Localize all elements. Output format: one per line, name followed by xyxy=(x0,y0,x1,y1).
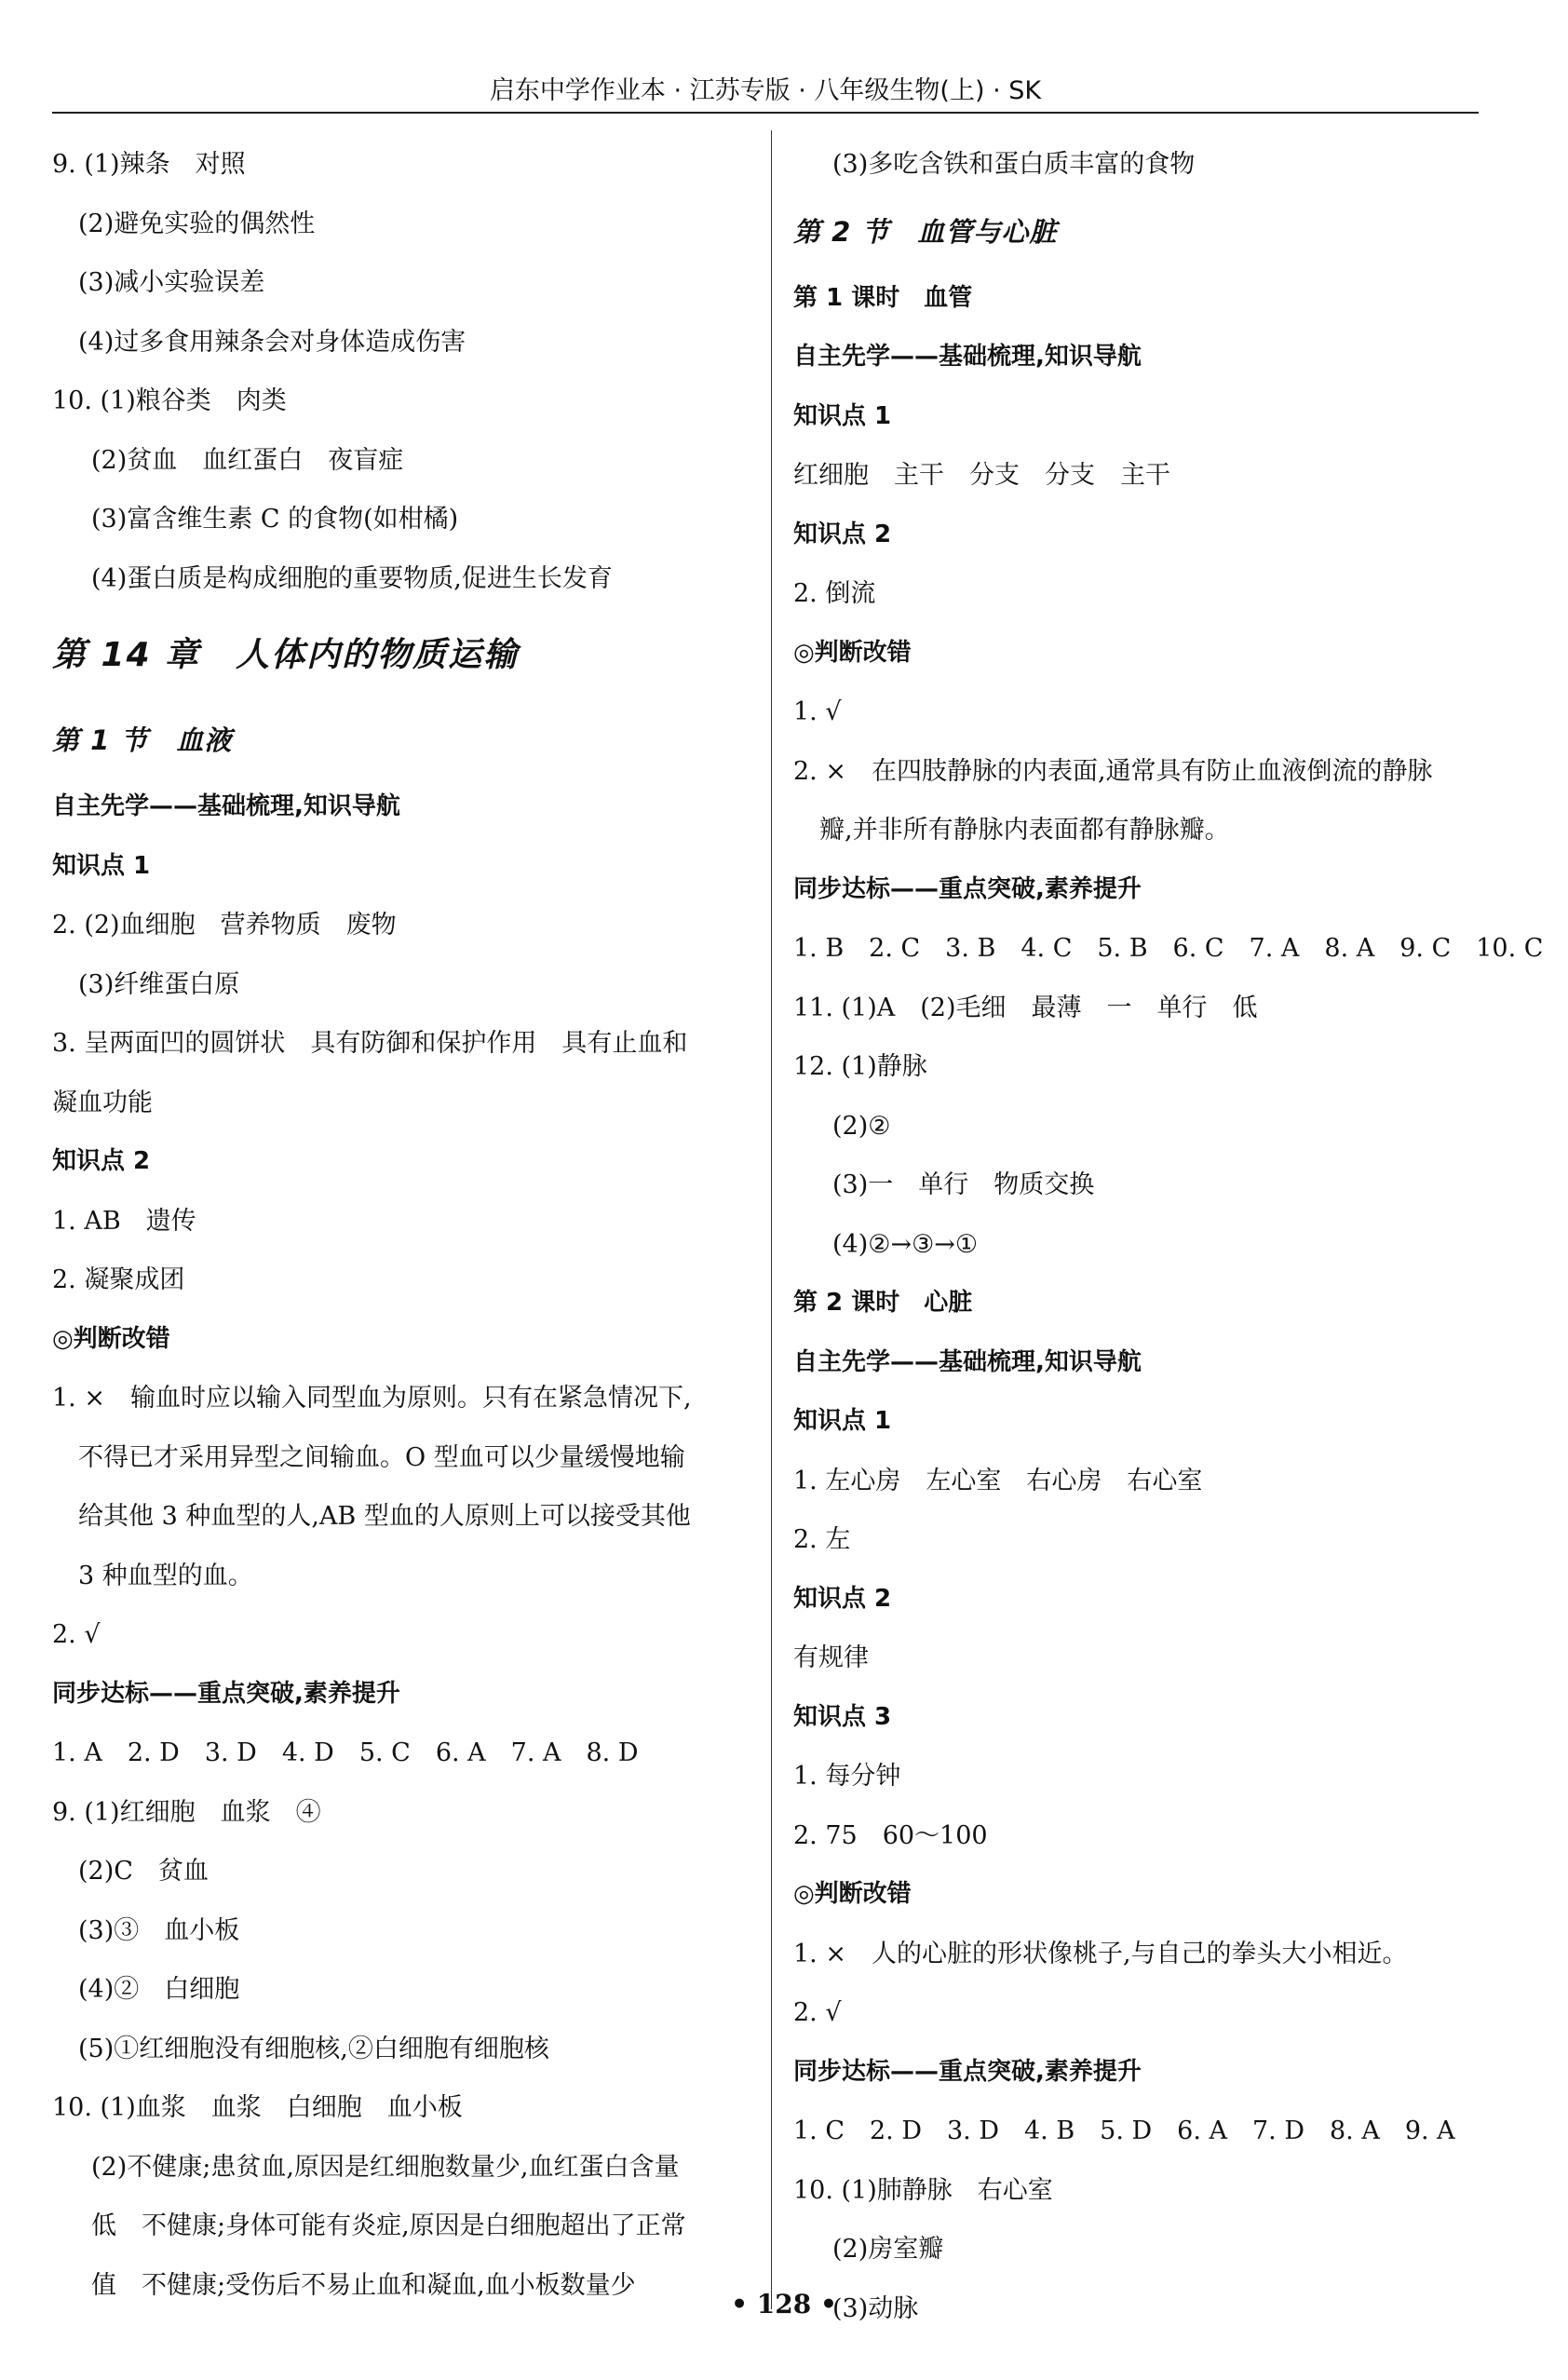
answer-line: 1. C 2. D 3. D 4. B 5. D 6. A 7. D 8. A 9. A xyxy=(793,2116,1455,2145)
subsection-heading: 自主先学——基础梳理,知识导航 xyxy=(52,792,400,820)
answer-line: 不得已才采用异型之间输血。O 型血可以少量缓慢地输 xyxy=(78,1442,685,1472)
knowledge-point-heading: 知识点 2 xyxy=(793,1584,892,1613)
answer-line: 低 不健康;身体可能有炎症,原因是白细胞超出了正常 xyxy=(91,2211,686,2240)
knowledge-point-heading: 知识点 1 xyxy=(793,401,892,430)
judge-heading: ◎判断改错 xyxy=(793,1880,912,1908)
answer-line: (3)减小实验误差 xyxy=(78,268,265,297)
lesson-heading: 第 2 课时 心脏 xyxy=(793,1289,973,1317)
answer-line: 11. (1)A (2)毛细 最薄 一 单行 低 xyxy=(793,993,1258,1022)
answer-line: 1. 每分钟 xyxy=(793,1762,901,1791)
answer-line: 2. (2)血细胞 营养物质 废物 xyxy=(52,911,397,940)
answer-line: 3 种血型的血。 xyxy=(78,1561,253,1590)
lesson-heading: 第 1 课时 血管 xyxy=(793,283,973,312)
answer-line: 红细胞 主干 分支 分支 主干 xyxy=(793,461,1170,490)
answer-line: 1. × 输血时应以输入同型血为原则。只有在紧急情况下, xyxy=(52,1384,692,1413)
judge-heading: ◎判断改错 xyxy=(793,638,912,667)
answer-line: 12. (1)静脉 xyxy=(793,1052,927,1081)
answer-line: 凝血功能 xyxy=(52,1088,153,1117)
answer-line: 2. 左 xyxy=(793,1525,851,1554)
knowledge-point-heading: 知识点 2 xyxy=(52,1147,151,1175)
answer-line: 给其他 3 种血型的人,AB 型血的人原则上可以接受其他 xyxy=(78,1502,691,1531)
answer-line: 2. 倒流 xyxy=(793,579,876,608)
answer-line: (2)房室瓣 xyxy=(832,2235,944,2264)
answer-line: 瓣,并非所有静脉内表面都有静脉瓣。 xyxy=(819,816,1230,845)
answer-line: (3)纤维蛋白原 xyxy=(78,969,240,999)
answer-line: 3. 呈两面凹的圆饼状 具有防御和保护作用 具有止血和 xyxy=(52,1029,688,1058)
answer-line: 值 不健康;受伤后不易止血和凝血,血小板数量少 xyxy=(91,2270,636,2300)
answer-line: (2)② xyxy=(832,1111,891,1141)
knowledge-point-heading: 知识点 1 xyxy=(793,1407,892,1435)
page-header xyxy=(52,73,1479,114)
answer-line: (5)①红细胞没有细胞核,②白细胞有细胞核 xyxy=(78,2034,549,2063)
left-column xyxy=(52,135,760,2315)
answer-line: (4)② 白细胞 xyxy=(78,1975,240,2004)
answer-line: 2. √ xyxy=(52,1620,101,1649)
answer-line: (4)过多食用辣条会对身体造成伤害 xyxy=(78,327,466,357)
answer-line: 10. (1)粮谷类 肉类 xyxy=(52,386,287,415)
knowledge-point-heading: 知识点 1 xyxy=(52,851,151,880)
chapter-title: 第 14 章 人体内的物质运输 xyxy=(52,636,520,674)
subsection-heading: 自主先学——基础梳理,知识导航 xyxy=(793,1347,1142,1376)
answer-line: 2. 75 60～100 xyxy=(793,1820,988,1850)
answer-line: (3)富含维生素 C 的食物(如柑橘) xyxy=(91,505,459,534)
subsection-heading: 同步达标——重点突破,素养提升 xyxy=(793,874,1142,903)
answer-line: 1. × 人的心脏的形状像桃子,与自己的拳头大小相近。 xyxy=(793,1939,1408,1968)
answer-line: (3)动脉 xyxy=(832,2293,919,2323)
answer-line: 1. B 2. C 3. B 4. C 5. B 6. C 7. A 8. A 9. C 10. C xyxy=(793,934,1544,963)
answer-line: 10. (1)肺静脉 右心室 xyxy=(793,2175,1053,2205)
subsection-heading: 同步达标——重点突破,素养提升 xyxy=(52,1679,400,1708)
answer-line: 10. (1)血浆 血浆 白细胞 血小板 xyxy=(52,2093,463,2122)
page-number: • 128 • xyxy=(731,2289,837,2319)
answer-line: (3)③ 血小板 xyxy=(78,1915,240,1945)
answer-line: (3)多吃含铁和蛋白质丰富的食物 xyxy=(832,150,1196,179)
section-title: 第 1 节 血液 xyxy=(52,724,233,756)
answer-line: 有规律 xyxy=(793,1643,869,1672)
answer-line: 2. × 在四肢静脉的内表面,通常具有防止血液倒流的静脉 xyxy=(793,756,1433,786)
answer-line: (3)一 单行 物质交换 xyxy=(832,1170,1095,1199)
answer-line: 1. 左心房 左心室 右心房 右心室 xyxy=(793,1466,1203,1495)
answer-line: (2)C 贫血 xyxy=(78,1857,209,1886)
knowledge-point-heading: 知识点 3 xyxy=(793,1702,892,1731)
subsection-heading: 自主先学——基础梳理,知识导航 xyxy=(793,343,1142,371)
answer-line: 1. AB 遗传 xyxy=(52,1206,196,1236)
header-title: 启东中学作业本 · 江苏专版 · 八年级生物(上) · SK xyxy=(489,76,1042,105)
answer-line: 1. A 2. D 3. D 4. D 5. C 6. A 7. A 8. D xyxy=(52,1738,639,1767)
answer-line: (2)贫血 血红蛋白 夜盲症 xyxy=(91,445,404,475)
answer-line: (2)避免实验的偶然性 xyxy=(78,209,316,238)
knowledge-point-heading: 知识点 2 xyxy=(793,520,892,548)
answer-line: 2. 凝聚成团 xyxy=(52,1265,185,1294)
answer-line: 9. (1)辣条 对照 xyxy=(52,150,246,179)
answer-line: (2)不健康;患贫血,原因是红细胞数量少,血红蛋白含量 xyxy=(91,2152,680,2182)
answer-line: 1. √ xyxy=(793,697,842,726)
column-divider xyxy=(771,130,772,2309)
subsection-heading: 同步达标——重点突破,素养提升 xyxy=(793,2057,1142,2086)
section-title: 第 2 节 血管与心脏 xyxy=(793,215,1058,248)
answer-line: (4)蛋白质是构成细胞的重要物质,促进生长发育 xyxy=(91,563,613,593)
right-column xyxy=(793,135,1544,2338)
answer-line: 9. (1)红细胞 血浆 ④ xyxy=(52,1797,321,1827)
answer-line: (4)②→③→① xyxy=(832,1229,979,1259)
answer-line: 2. √ xyxy=(793,1998,842,2027)
judge-heading: ◎判断改错 xyxy=(52,1324,170,1353)
